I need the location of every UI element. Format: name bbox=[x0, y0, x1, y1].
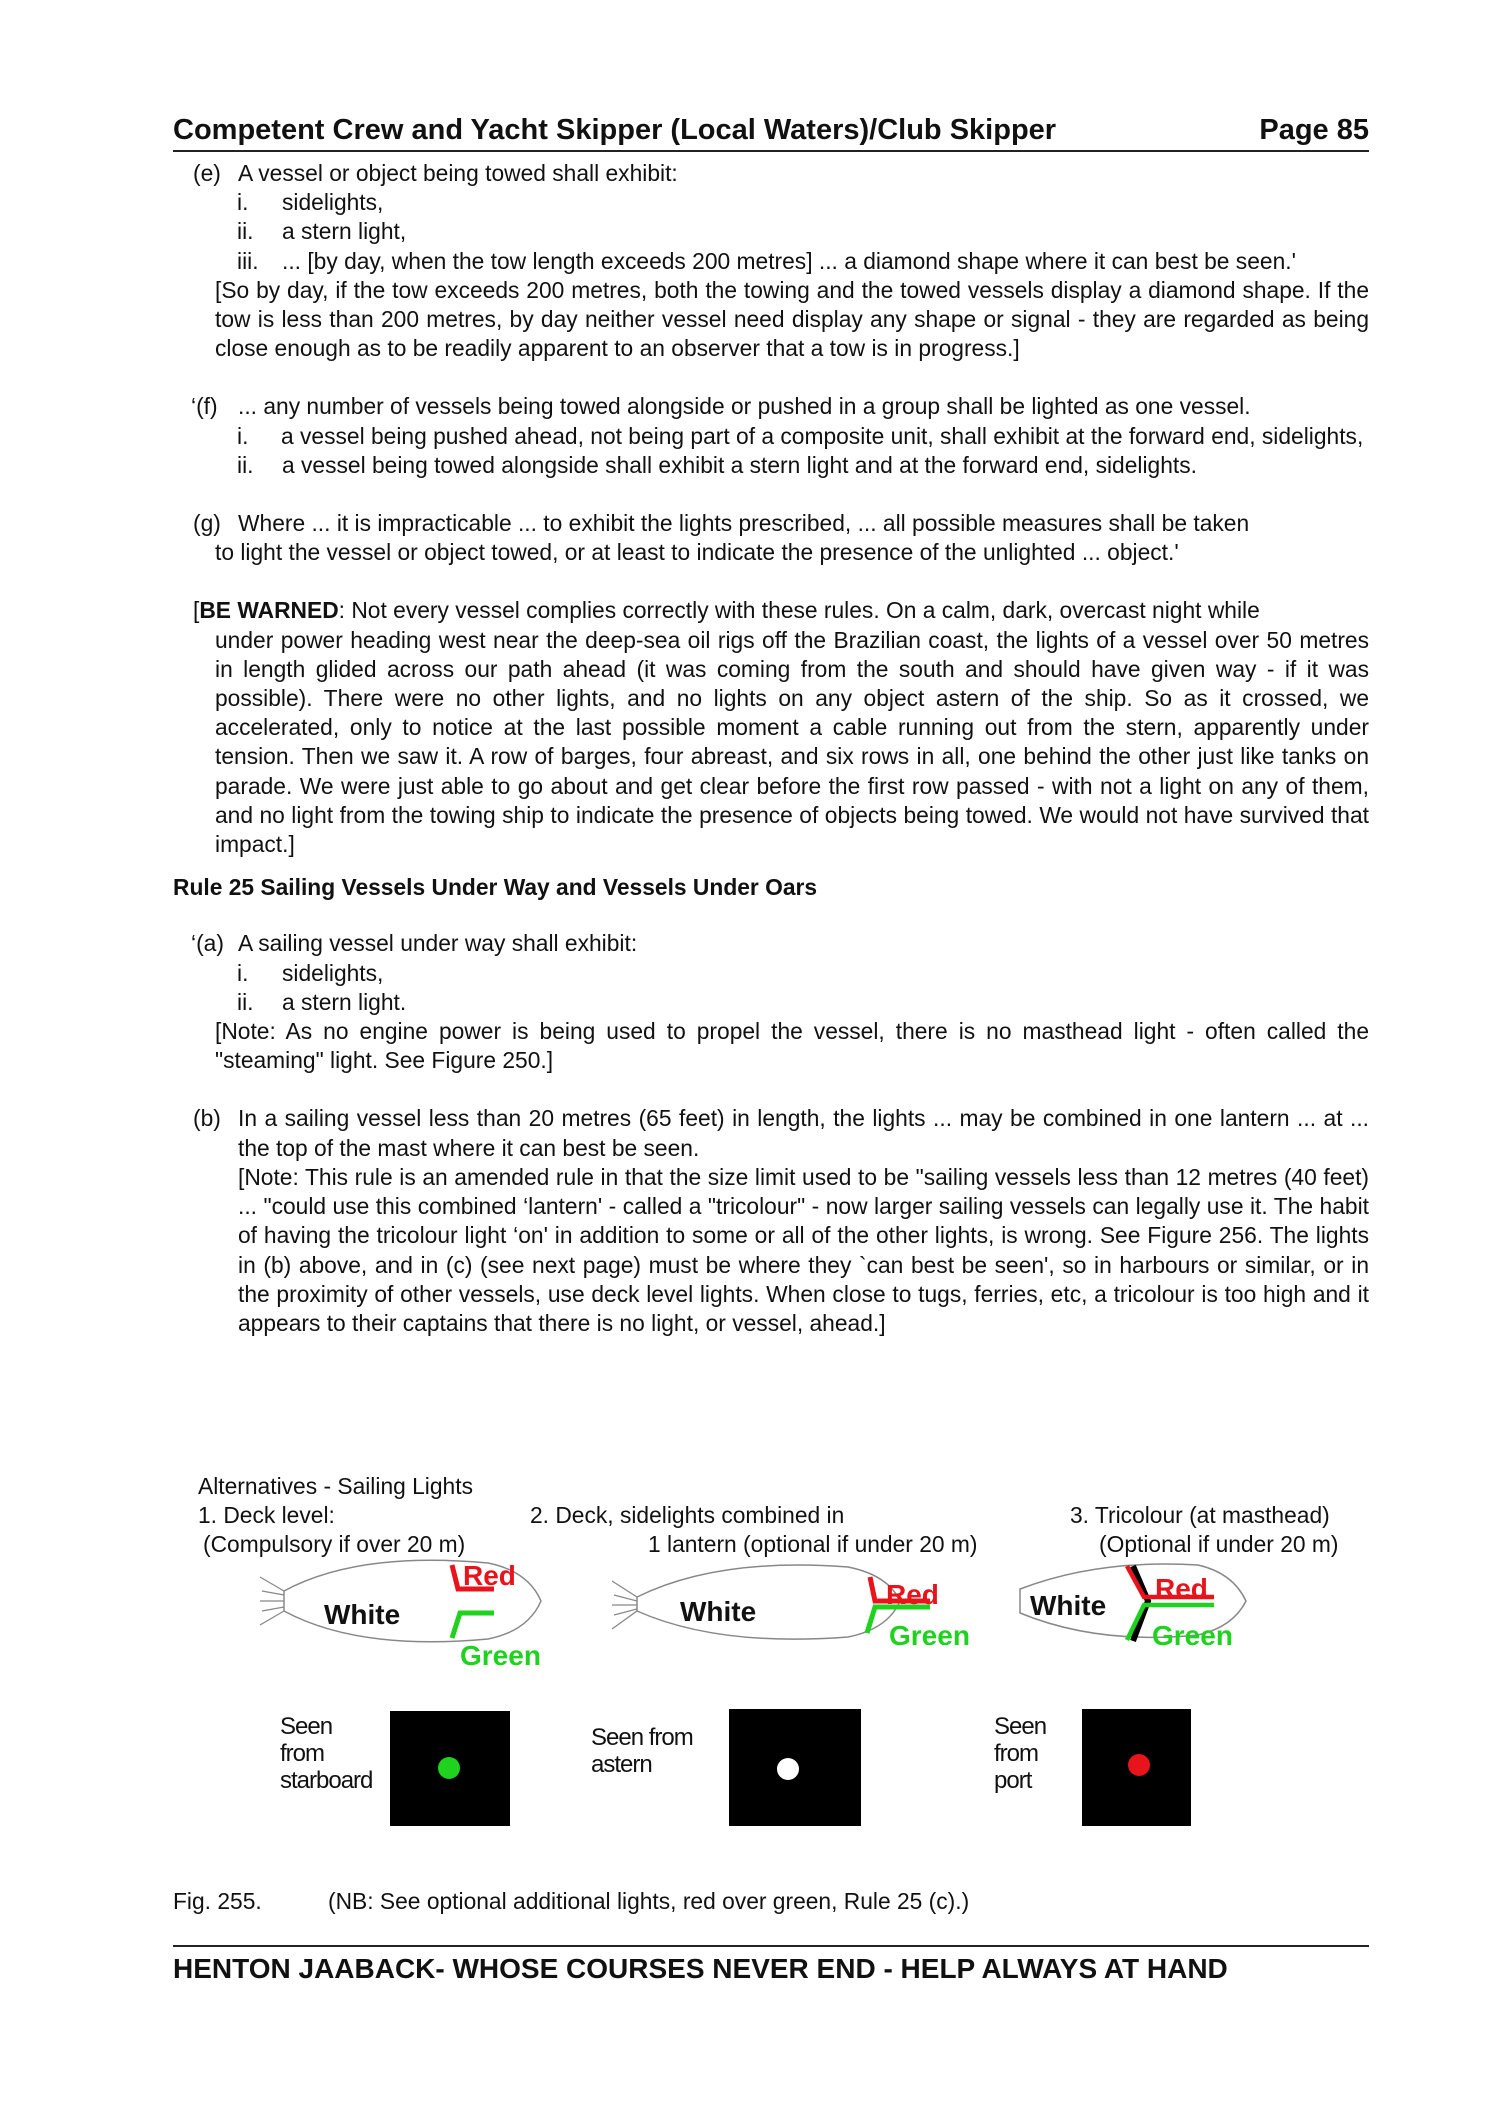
warning-paragraph: under power heading west near the deep-sea oil rigs off the Brazilian coast, the lights of a vessel over 50 metres in length glided across our path ahead (it was coming from the south and should have given way - if it was possible). There were no other lights, and no lights on any object astern of the ship. So as it crossed, we accelerated, only to notice at the last possible moment a cable running out from the stern, apparently under tension. Then we saw it. A row of barges, four abreast, and six rows in all, one behind the other just like tanks on parade. We were just able to go about and get clear before the first row passed - with not a light on any of them, and no light from the towing ship to indicate the presence of objects being towed. We would not have survived that impact.] bbox=[215, 626, 1369, 858]
rule-24-e bbox=[173, 159, 1369, 188]
list-item bbox=[173, 959, 1369, 988]
item-text: A vessel or object being towed shall exhibit: bbox=[238, 160, 678, 186]
alt3-label: 3. Tricolour (at masthead) bbox=[1070, 1502, 1330, 1528]
page-body bbox=[173, 159, 1369, 1338]
figure-caption bbox=[173, 1888, 970, 1915]
note-paragraph: [So by day, if the tow exceeds 200 metres, both the towing and the towed vessels display a diamond shape. If the tow is less than 200 metres, by day neither vessel need display any shape or signal - they are regarded as being close enough as to be readily apparent to an observer that a tow is in progress.] bbox=[215, 276, 1369, 362]
item-text: ... any number of vessels being towed alongside or pushed in a group shall be lighted as one vessel. bbox=[238, 393, 1251, 420]
label-white: White bbox=[324, 1599, 401, 1630]
page-footer: HENTON JAABACK- WHOSE COURSES NEVER END - HELP ALWAYS AT HAND bbox=[173, 1945, 1369, 1985]
list-text: sidelights, bbox=[282, 959, 384, 986]
alt3-note: (Optional if under 20 m) bbox=[1099, 1531, 1339, 1557]
item-label: (b) bbox=[193, 1105, 221, 1132]
warning-first-line bbox=[173, 596, 1369, 625]
list-item bbox=[173, 988, 1369, 1017]
list-text: a stern light. bbox=[282, 988, 407, 1015]
label-red: Red bbox=[1155, 1573, 1208, 1604]
list-item bbox=[173, 422, 1369, 451]
header-title: Competent Crew and Yacht Skipper (Local Waters)/Club Skipper bbox=[173, 114, 1057, 146]
list-number: i. bbox=[237, 189, 249, 216]
rule-25-b bbox=[173, 1104, 1369, 1162]
rule-24-g bbox=[173, 509, 1369, 538]
item-label: (g) bbox=[193, 510, 221, 537]
alt1-note: (Compulsory if over 20 m) bbox=[203, 1531, 466, 1557]
seen-from-port: Seen from port bbox=[994, 1713, 1047, 1794]
list-text: a vessel being pushed ahead, not being part of a composite unit, shall exhibit at the forward end, sidelights, bbox=[281, 422, 1364, 449]
item-text: A sailing vessel under way shall exhibit: bbox=[238, 930, 638, 957]
list-item bbox=[173, 451, 1369, 480]
bracket: [ bbox=[193, 597, 200, 624]
label-red: Red bbox=[886, 1579, 939, 1610]
page-header bbox=[173, 114, 1369, 152]
list-item bbox=[173, 217, 1369, 246]
label-white: White bbox=[1030, 1590, 1107, 1621]
list-item bbox=[173, 247, 1369, 276]
item-label: ‘(f) bbox=[191, 393, 218, 420]
white-light-icon bbox=[777, 1758, 799, 1780]
seen-from-astern: Seen from astern bbox=[591, 1724, 693, 1778]
boat-combined-lantern bbox=[612, 1565, 930, 1639]
seen-from-starboard: Seen from starboard bbox=[280, 1713, 373, 1794]
list-number: iii. bbox=[237, 247, 259, 274]
list-number: i. bbox=[237, 422, 249, 449]
list-text: sidelights, bbox=[282, 189, 384, 216]
note-paragraph: [Note: As no engine power is being used to propel the vessel, there is no masthead light - often called the "steaming" light. See Figure 250.] bbox=[215, 1018, 1369, 1074]
figure-title: Alternatives - Sailing Lights bbox=[198, 1473, 473, 1499]
item-label: ‘(a) bbox=[191, 930, 224, 957]
sailing-lights-figure bbox=[198, 1473, 1373, 1833]
list-number: i. bbox=[237, 959, 249, 986]
list-number: ii. bbox=[237, 451, 254, 478]
rule-25-a bbox=[173, 929, 1369, 958]
label-green: Green bbox=[889, 1620, 970, 1651]
list-number: ii. bbox=[237, 218, 254, 245]
item-label: (e) bbox=[193, 160, 221, 186]
label-green: Green bbox=[460, 1640, 541, 1671]
item-text: In a sailing vessel less than 20 metres (65 feet) in length, the lights ... may be combined in one lantern ... at ... the top of the mast where it can best be seen. bbox=[238, 1105, 1369, 1161]
red-light-icon bbox=[1128, 1754, 1150, 1776]
warning-label: BE WARNED bbox=[199, 597, 339, 624]
green-sidelight-icon bbox=[452, 1613, 494, 1638]
page-number: Page 85 bbox=[1259, 114, 1369, 146]
list-text: ... [by day, when the tow length exceeds 200 metres] ... a diamond shape where it can best be seen.' bbox=[282, 247, 1296, 274]
list-text: a stern light, bbox=[282, 218, 407, 245]
alt2-label: 2. Deck, sidelights combined in bbox=[530, 1502, 845, 1528]
list-number: ii. bbox=[237, 988, 254, 1015]
alt2-note: 1 lantern (optional if under 20 m) bbox=[648, 1531, 978, 1557]
item-continuation: to light the vessel or object towed, or at least to indicate the presence of the unlighted ... object.' bbox=[215, 539, 1179, 566]
list-text: a vessel being towed alongside shall exhibit a stern light and at the forward end, sidelights. bbox=[282, 451, 1197, 478]
warning-text: : Not every vessel complies correctly with these rules. On a calm, dark, overcast night while bbox=[338, 597, 1260, 624]
label-red: Red bbox=[463, 1560, 516, 1591]
figure-note: (NB: See optional additional lights, red over green, Rule 25 (c).) bbox=[328, 1888, 970, 1914]
label-white: White bbox=[680, 1596, 757, 1627]
label-green: Green bbox=[1152, 1620, 1233, 1651]
green-light-icon bbox=[438, 1757, 460, 1779]
figure-number: Fig. 255. bbox=[173, 1888, 262, 1914]
rule-25-heading: Rule 25 Sailing Vessels Under Way and Vessels Under Oars bbox=[173, 874, 818, 901]
alt1-label: 1. Deck level: bbox=[198, 1502, 335, 1528]
note-paragraph: [Note: This rule is an amended rule in that the size limit used to be "sailing vessels less than 12 metres (40 feet) ... "could use this combined ‘lantern' - called a "tricolour" - now larger sailing vessels can legally use it. The habit of having the tricolour light ‘on' in addition to some or all of the other lights, is wrong. See Figure 256. The lights in (b) above, and in (c) (see next page) must be where they `can best be seen', so in harbours or similar, or in the proximity of other vessels, use deck level lights. When close to tugs, ferries, etc, a tricolour is too high and it appears to their captains that there is no light, or vessel, ahead.] bbox=[238, 1163, 1369, 1336]
item-text: Where ... it is impracticable ... to exhibit the lights prescribed, ... all possible measures shall be taken bbox=[238, 510, 1250, 537]
rule-24-f bbox=[173, 392, 1369, 421]
list-item bbox=[173, 188, 1369, 217]
